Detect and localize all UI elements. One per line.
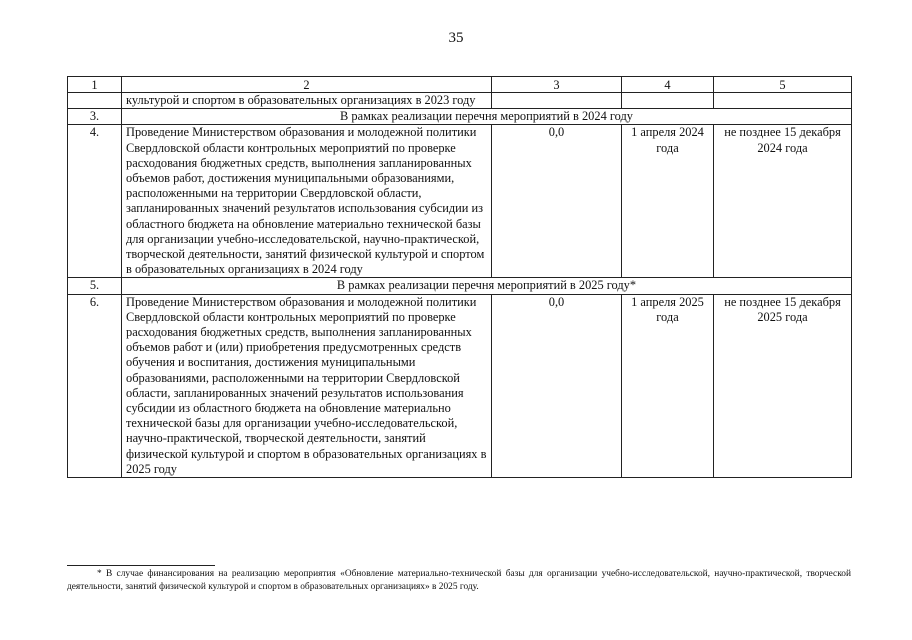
table-row-2025 — [68, 294, 852, 477]
row-start-date: 1 апреля 2024 года — [622, 125, 714, 278]
cell-empty — [622, 93, 714, 109]
row-amount: 0,0 — [492, 125, 622, 278]
footnote: * В случае финансирования на реализацию мероприятия «Обновление материально-технической базы для организации учебно-исследовательской, научно-практической, творческой деятельности, занятий физической культурой и спортом в образовательных организациях» в 2025 году. — [67, 569, 851, 592]
row-deadline: не позднее 15 декабря 2024 года — [714, 125, 852, 278]
cell-empty — [714, 93, 852, 109]
section-row-2024 — [68, 109, 852, 125]
row-description: Проведение Министерством образования и молодежной политики Свердловской области контрольных мероприятий по проверке расходования бюджетных средств, выполнения запланированных объемов работ и (или) приобретения предусмотренных средств обучения и воспитания, достижения муниципальными образованиями, расположенными на территории Свердловской области, запланированных значений результатов использования субсидии из областного бюджета на обновление материально технической базы для организации учебно-исследовательской, научно-практической, творческой деятельности, занятий физической культурой и спортом в образовательных организациях в 2025 году — [122, 294, 492, 477]
section-number: 3. — [68, 109, 122, 125]
table-header-row — [68, 77, 852, 93]
row-amount: 0,0 — [492, 294, 622, 477]
page-number: 35 — [448, 30, 464, 46]
row-deadline: не позднее 15 декабря 2025 года — [714, 294, 852, 477]
table-row-2024 — [68, 125, 852, 278]
section-number: 5. — [68, 278, 122, 294]
header-col-4: 4 — [622, 77, 714, 93]
continuation-text: культурой и спортом в образовательных организациях в 2023 году — [122, 93, 492, 109]
row-start-date: 1 апреля 2025 года — [622, 294, 714, 477]
header-col-5: 5 — [714, 77, 852, 93]
header-col-2: 2 — [122, 77, 492, 93]
cell-empty — [492, 93, 622, 109]
cell-empty — [68, 93, 122, 109]
header-col-1: 1 — [68, 77, 122, 93]
table-row-continuation — [68, 93, 852, 109]
section-title: В рамках реализации перечня мероприятий в 2025 году* — [122, 278, 852, 294]
header-col-3: 3 — [492, 77, 622, 93]
footnote-divider — [67, 565, 215, 566]
row-description: Проведение Министерством образования и молодежной политики Свердловской области контрольных мероприятий по проверке расходования бюджетных средств, выполнения запланированных объемов работ, достижения муниципальными образованиями, расположенными на территории Свердловской области, запланированных значений результатов использования субсидии из областного бюджета на обновление материально технической базы для организации учебно-исследовательской, научно-практической, творческой деятельности, занятий физической культурой и спортом в образовательных организациях в 2024 году — [122, 125, 492, 278]
section-row-2025 — [68, 278, 852, 294]
row-number: 4. — [68, 125, 122, 278]
row-number: 6. — [68, 294, 122, 477]
measures-table — [67, 76, 852, 478]
section-title: В рамках реализации перечня мероприятий в 2024 году — [122, 109, 852, 125]
